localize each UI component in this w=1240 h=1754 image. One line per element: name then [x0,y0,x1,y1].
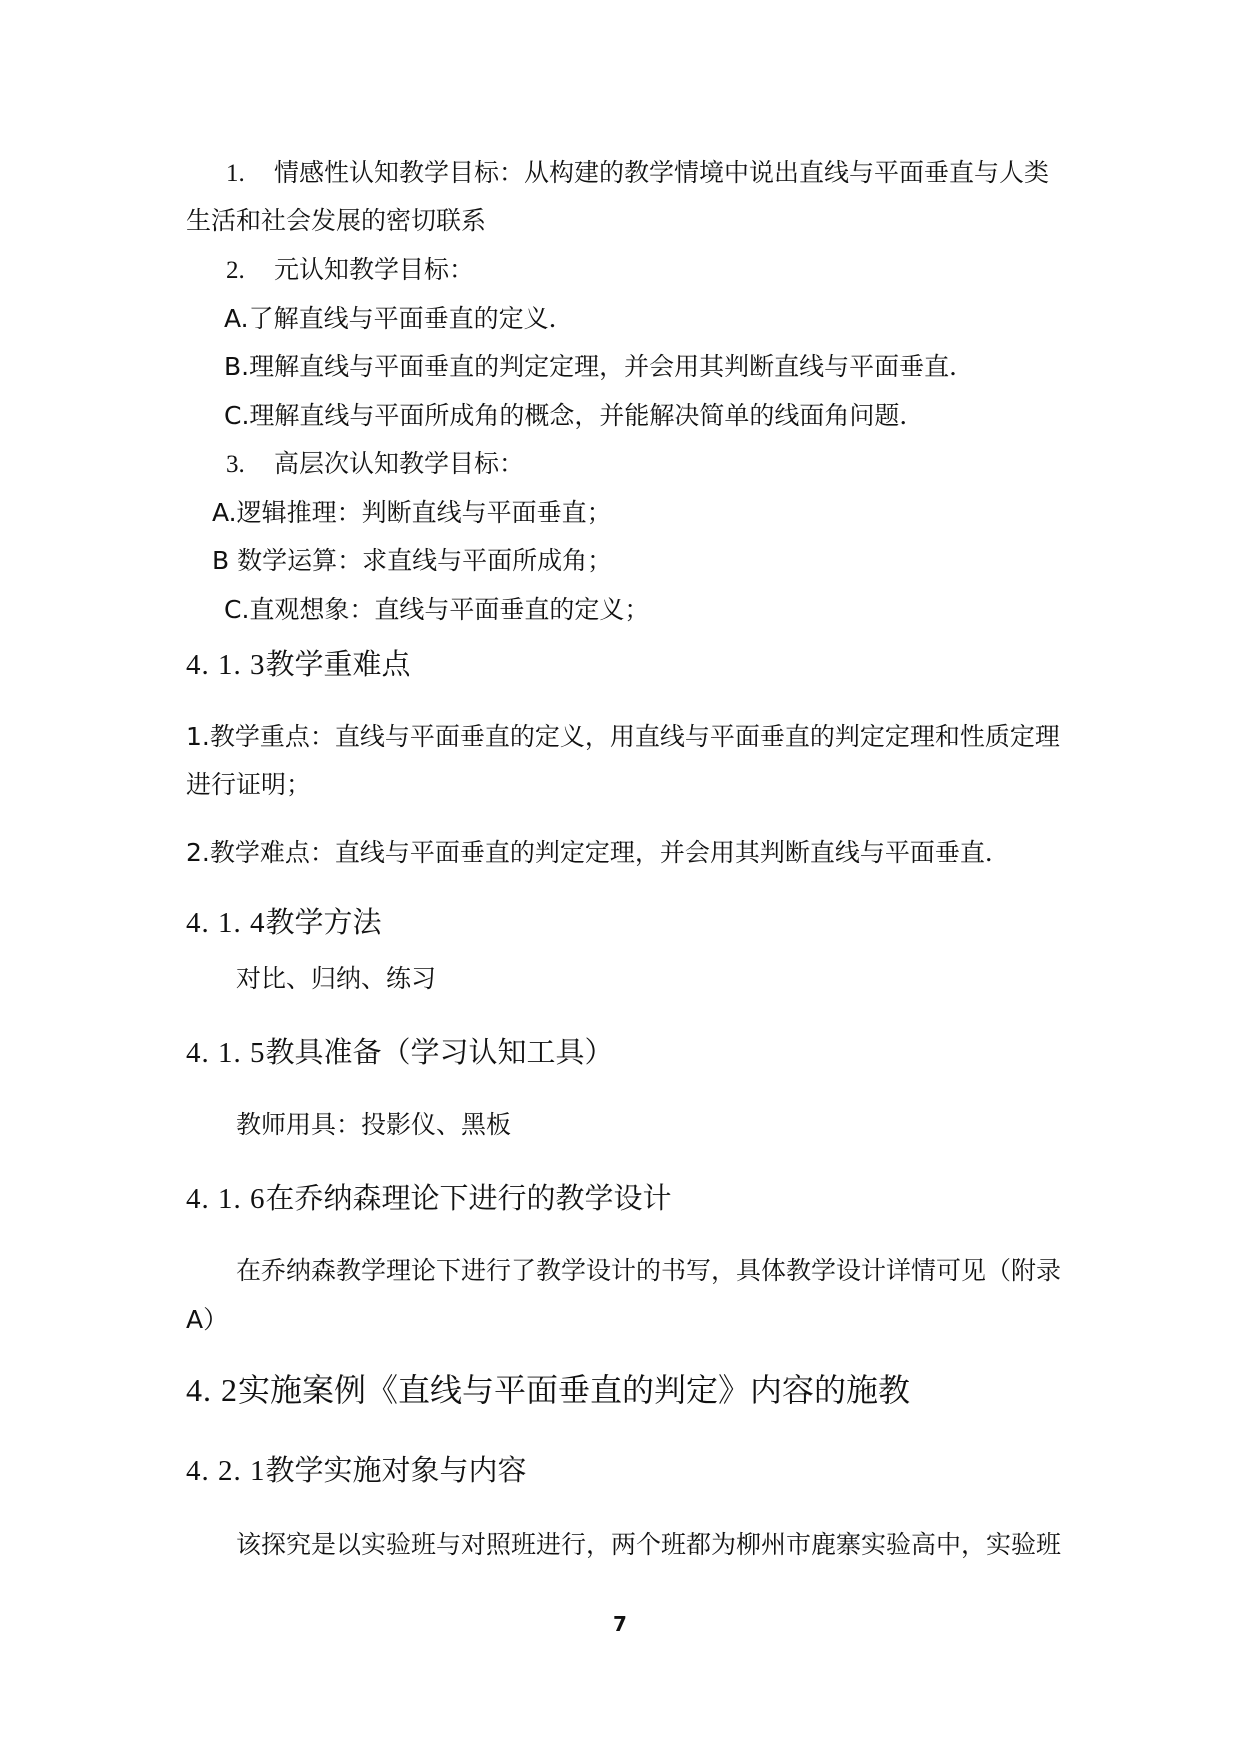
objective-2-text: 元认知教学目标： [274,255,475,284]
objective-2-b: B.理解直线与平面垂直的判定定理，并会用其判断直线与平面垂直． [224,352,975,381]
heading-4-1-3-number: 4. 1. 3 [186,649,266,681]
heading-4-2-title: 实施案例《直线与平面垂直的判定》内容的施教 [238,1371,911,1409]
heading-4-1-6-title: 在乔纳森理论下进行的教学设计 [265,1181,672,1215]
objective-1-number: 1. [226,160,245,187]
objective-3-text: 高层次认知教学目标： [274,449,525,478]
design-paragraph-line-1: 在乔纳森教学理论下进行了教学设计的书写，具体教学设计详情可见（附录 [236,1256,1062,1285]
difficult-points: 2.教学难点：直线与平面垂直的判定定理，并会用其判断直线与平面垂直． [186,838,1010,867]
heading-4-2-1-number: 4. 2. 1 [186,1455,266,1487]
objective-3-number: 3. [226,451,245,478]
heading-4-1-4 [186,904,382,941]
key-points-line-1: 1.教学重点：直线与平面垂直的定义，用直线与平面垂直的判定定理和性质定理 [186,722,1060,751]
teaching-tools-text: 教师用具：投影仪、黑板 [236,1110,512,1139]
heading-4-2 [186,1370,910,1410]
heading-4-1-4-number: 4. 1. 4 [186,907,266,939]
objective-1-line-2: 生活和社会发展的密切联系 [186,206,487,235]
objective-2-a: A.了解直线与平面垂直的定义． [224,304,574,333]
objective-1-line-1 [226,158,1049,189]
teaching-methods-text: 对比、归纳、练习 [236,964,437,993]
objective-3-b: B 数学运算：求直线与平面所成角； [212,546,613,575]
objective-2-line [226,255,474,286]
page-number: 7 [613,1612,627,1636]
objective-2-c: C.理解直线与平面所成角的概念，并能解决简单的线面角问题． [224,401,925,430]
heading-4-1-4-title: 教学方法 [265,905,382,939]
key-points-line-2: 进行证明； [186,770,312,799]
objective-2-number: 2. [226,257,245,284]
objective-3-line [226,449,524,480]
objective-1-text: 情感性认知教学目标：从构建的教学情境中说出直线与平面垂直与人类 [274,158,1050,187]
heading-4-1-5-title: 教具准备（学习认知工具） [265,1035,614,1069]
objective-3-c: C.直观想象：直线与平面垂直的定义； [224,595,650,624]
heading-4-2-1-title: 教学实施对象与内容 [265,1453,527,1487]
objective-3-a: A.逻辑推理：判断直线与平面垂直； [212,498,612,527]
heading-4-2-1 [186,1452,527,1489]
heading-4-1-3-title: 教学重难点 [265,647,411,681]
design-paragraph-line-2: A） [186,1305,229,1334]
heading-4-1-6-number: 4. 1. 6 [186,1183,266,1215]
heading-4-1-6 [186,1180,672,1217]
heading-4-1-5-number: 4. 1. 5 [186,1037,266,1069]
implementation-paragraph-line-1: 该探究是以实验班与对照班进行，两个班都为柳州市鹿寨实验高中，实验班 [236,1530,1062,1559]
heading-4-2-number: 4. 2 [186,1372,238,1408]
heading-4-1-3 [186,646,411,683]
heading-4-1-5 [186,1034,614,1071]
